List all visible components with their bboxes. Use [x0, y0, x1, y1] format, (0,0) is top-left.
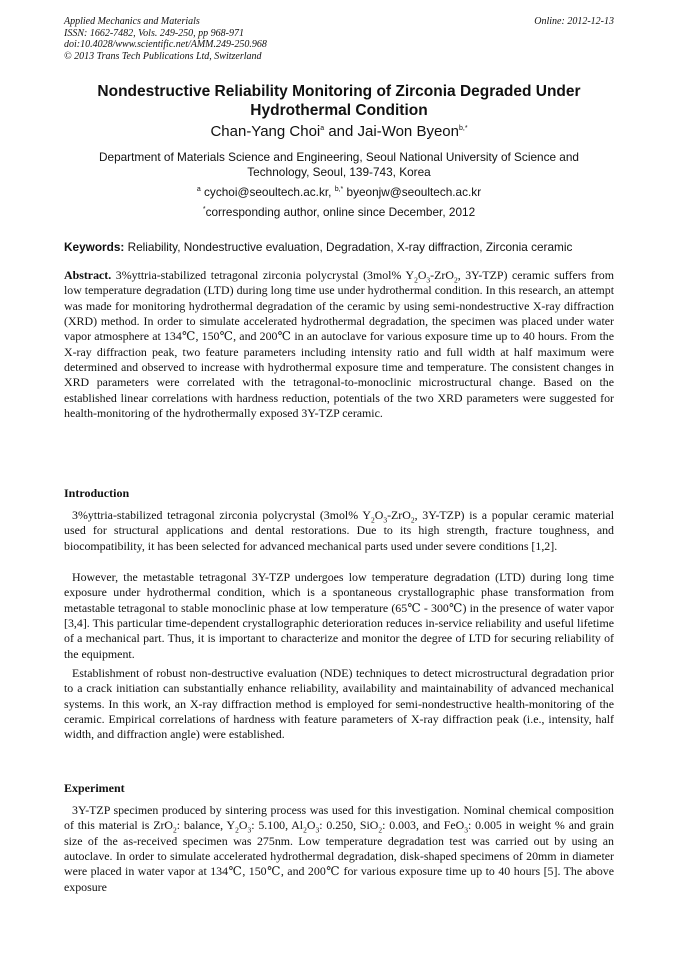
keywords-label: Keywords: [64, 240, 125, 254]
online-date: Online: 2012-12-13 [534, 16, 614, 27]
subscript: 3 [426, 275, 431, 285]
intro-text: 3%yttria-stabilized tetragonal zirconia polycrystal (3mol% Y [72, 508, 371, 522]
intro-text: , 3Y-TZP) is a popular ceramic material used for structural applications and dental restorations. Due to its high strength, fracture toughness, and biocompatibility, it has been selected for advanced mechanical parts used under severe conditions [1,2]. [64, 508, 614, 553]
experiment-text: 3Y-TZP specimen produced by sintering process was used for this investigation. Nominal chemical composition of this material is ZrO [64, 803, 614, 833]
abstract-text: -ZrO [430, 268, 454, 282]
author-1-sup: a [320, 125, 325, 132]
journal-doi: doi:10.4028/www.scientific.net/AMM.249-250.968 [64, 39, 267, 50]
experiment-text: : balance, Y [176, 818, 236, 833]
email-b: byeonjw@seoultech.ac.kr [343, 185, 482, 199]
journal-header [64, 16, 267, 62]
journal-copyright: © 2013 Trans Tech Publications Ltd, Switzerland [64, 50, 262, 62]
intro-text: -ZrO [387, 508, 411, 522]
journal-name: Applied Mechanics and Materials [64, 16, 200, 27]
corresponding-sup: * [202, 206, 206, 214]
author-and: and [324, 123, 358, 140]
subscript: 2 [303, 825, 307, 835]
author-1: Chan-Yang Choi [210, 123, 321, 140]
abstract-text: 3%yttria-stabilized tetragonal zirconia polycrystal (3mol% Y [111, 268, 415, 282]
experiment-text: : 0.005 in weight % and grain size of the as-received specimen was 275nm. Low temperature degradation test was carried out by using an autoclave. In order to simulate accelerated hydrothermal degradation, disk-shaped specimens of 20mm in diameter were placed in water vapor at 134℃, 150℃, and 200℃ for various exposure time up to 40 hours [5]. The above exposure [64, 818, 614, 894]
affiliation: Department of Materials Science and Engineering, Seoul National University of Science and Technology, Seoul, 139-743, Korea [98, 150, 579, 179]
subscript: 2 [235, 825, 239, 835]
paper-title: Nondestructive Reliability Monitoring of Zirconia Degraded Under Hydrothermal Condition [97, 83, 581, 119]
email-a-sup: a [196, 186, 201, 194]
abstract-text: , 3Y-TZP) ceramic suffers from low temperature degradation (LTD) during long time use under hydrothermal condition. In this research, an attempt was made for monitoring hydrothermal degradation of the ceramic by using semi-nondestructive X-ray diffraction (XRD) method. In order to simulate accelerated hydrothermal degradation, the specimen was placed under water vapor atmosphere at 134℃, 150℃, and 200℃ in an autoclave for various exposure time up to 40 hours. From the X-ray diffraction peak, two feature parameters including intensity ratio and full width at half maximum were determined and observed to increase with hydrothermal exposure time and temperature. The consistent changes in XRD parameters were correlated with the tetragonal-to-monoclinic microstructural change. Based on the established linear correlations with hardness reduction, potentials of the two XRD parameters were suggested for health-monitoring of the hydrothermally exposed 3Y-TZP ceramic. [64, 268, 614, 421]
experiment-text: : 0.003, and FeO [382, 818, 465, 833]
author-2-sup: b,* [458, 125, 468, 132]
intro-text: O [374, 508, 384, 522]
author-line [64, 123, 614, 141]
subscript: 3 [464, 825, 468, 835]
journal-issn: ISSN: 1662-7482, Vols. 249-250, pp 968-971 [64, 27, 244, 39]
keywords [64, 240, 624, 255]
abstract [64, 268, 614, 421]
subscript: 3 [247, 825, 252, 835]
introduction-heading: Introduction [64, 486, 130, 500]
experiment-text: : 0.250, SiO [319, 818, 379, 833]
subscript: 2 [173, 825, 177, 835]
subscript: 2 [414, 275, 418, 285]
subscript: 3 [383, 515, 388, 525]
corresponding-note [64, 205, 614, 220]
subscript: 2 [410, 515, 415, 525]
keywords-text: Reliability, Nondestructive evaluation, Degradation, X-ray diffraction, Zirconia ceramic [124, 240, 573, 254]
experiment-text: : 5.100, Al [251, 818, 304, 833]
subscript: 2 [378, 825, 383, 835]
intro-paragraph-2: However, the metastable tetragonal 3Y-TZP undergoes low temperature degradation (LTD) during long time exposure under hydrothermal condition, which is a spontaneous crystallographic phase transformation from metastable tetragonal to stable monoclinic phase at low temperature (65℃ - 300℃) in the presence of water vapor [3,4]. This particular time-dependent crystallographic deterioration reduces in-service reliability and useful lifetime of a mechanical part. Thus, it is important to characterize and monitor the degree of LTD for securing reliability of the equipment. [64, 570, 614, 661]
subscript: 2 [453, 275, 458, 285]
author-2: Jai-Won Byeon [357, 123, 459, 140]
email-a: cychoi@seoultech.ac.kr, [200, 185, 335, 199]
corresponding-text: corresponding author, online since December, 2012 [205, 205, 476, 219]
intro-paragraph-3: Establishment of robust non-destructive evaluation (NDE) techniques to detect microstructural degradation prior to a crack initiation can substantially enhance reliability, availability and maintainability of advanced mechanical systems. In this work, an X-ray diffraction method is employed for semi-nondestructive health-monitoring of the ceramic. Empirical correlations of hardness with feature parameters of X-ray diffraction peak (i.e., intensity, half width, and diffraction angle) were established. [64, 666, 614, 742]
subscript: 3 [315, 825, 320, 835]
experiment-text: O [306, 818, 316, 833]
experiment-heading: Experiment [64, 781, 125, 795]
email-line [64, 185, 614, 200]
abstract-text: O [417, 268, 427, 282]
subscript: 2 [370, 515, 375, 525]
email-b-sup: b,* [334, 186, 344, 194]
experiment-paragraph [64, 803, 614, 895]
experiment-text: O [238, 818, 248, 833]
abstract-label: Abstract. [64, 268, 112, 282]
intro-paragraph-1 [64, 508, 614, 554]
